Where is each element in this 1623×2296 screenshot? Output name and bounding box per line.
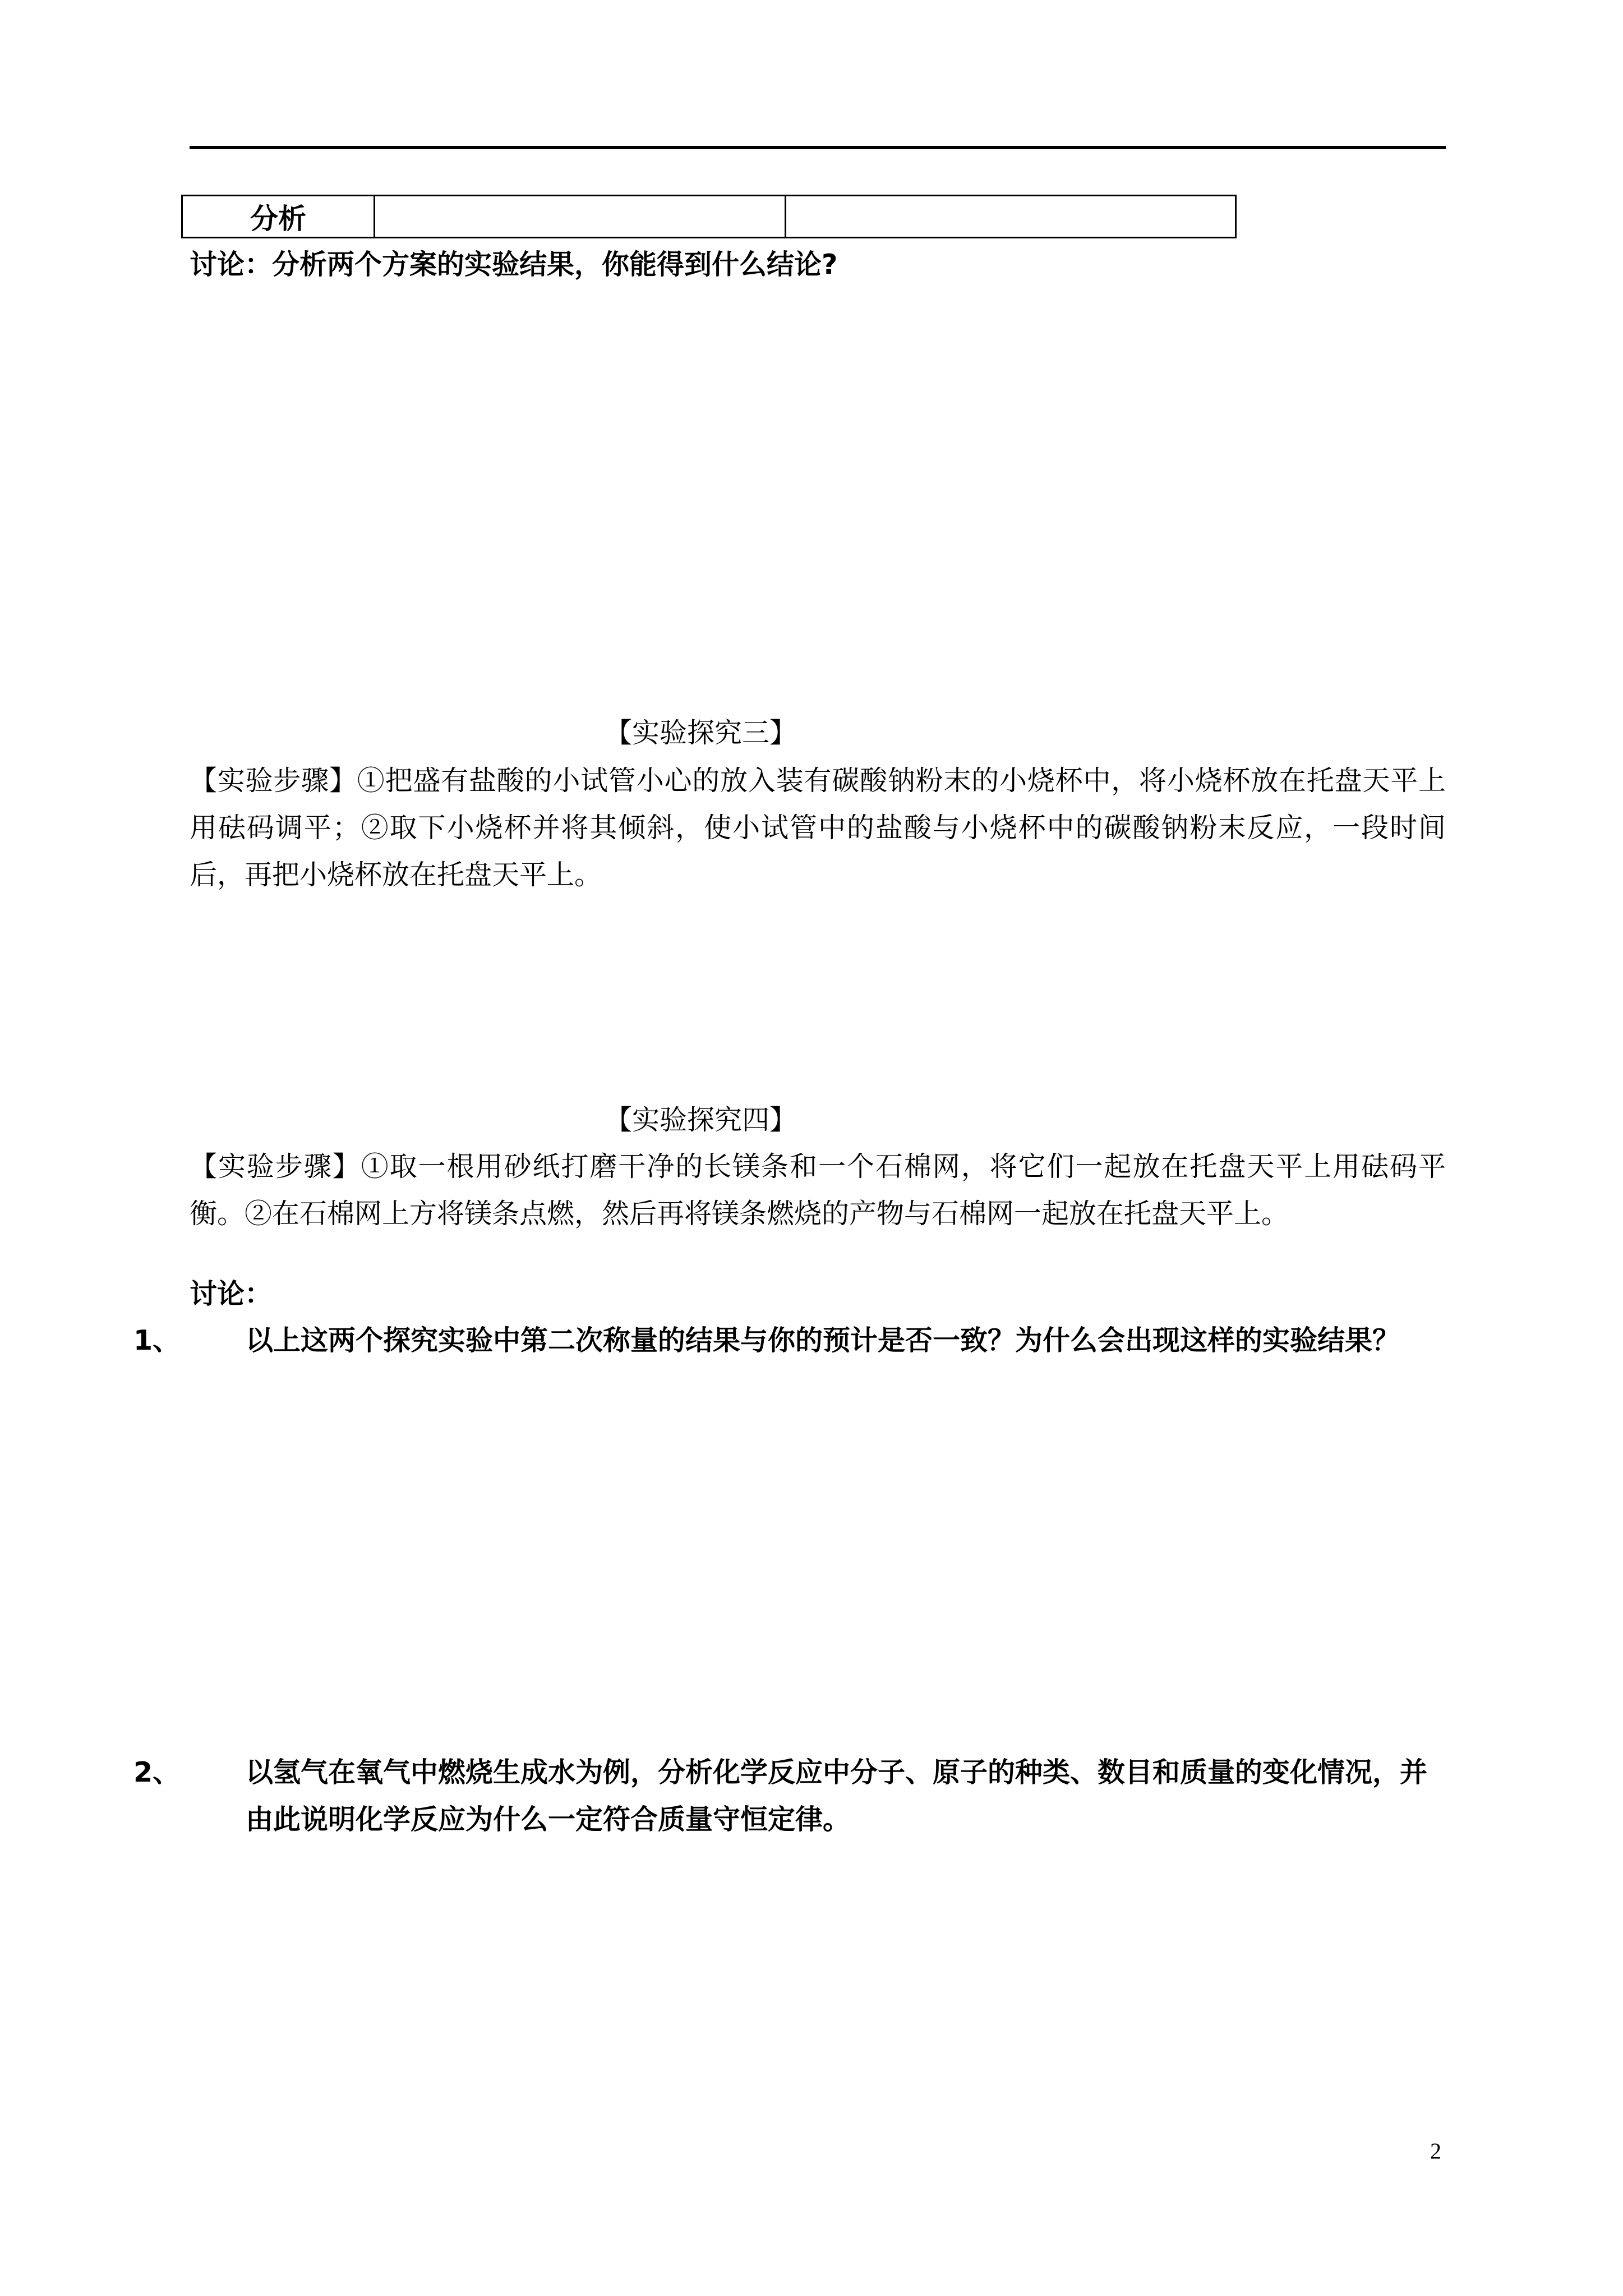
header-rule [190, 146, 1446, 149]
discussion-label: 讨论： [190, 1278, 273, 1310]
table-cell [375, 196, 786, 238]
discussion-prompt: 讨论：分析两个方案的实验结果，你能得到什么结论? [190, 249, 838, 280]
question-2 [133, 1749, 1446, 1843]
table-cell [786, 196, 1236, 238]
table-row-label: 分析 [182, 196, 375, 238]
question-text: 以上这两个探究实验中第二次称量的结果与你的预计是否一致？为什么会出现这样的实验结果？ [246, 1324, 1400, 1356]
experiment-3-steps: 【实验步骤】①把盛有盐酸的小试管小心的放入装有碳酸钠粉末的小烧杯中，将小烧杯放在托盘天平上用砝码调平；②取下小烧杯并将其倾斜，使小试管中的盐酸与小烧杯中的碳酸钠粉末反应，一段时间后，再把小烧杯放在托盘天平上。 [190, 765, 1446, 891]
question-text: 以氢气在氧气中燃烧生成水为例，分析化学反应中分子、原子的种类、数目和质量的变化情况，并由此说明化学反应为什么一定符合质量守恒定律。 [246, 1756, 1428, 1835]
question-number: 1、 [133, 1324, 181, 1356]
experiment-4-title: 【实验探究四】 [605, 1104, 797, 1136]
question-1 [133, 1317, 1446, 1364]
experiment-3-title: 【实验探究三】 [605, 717, 797, 749]
experiment-4-steps: 【实验步骤】①取一根用砂纸打磨干净的长镁条和一个石棉网，将它们一起放在托盘天平上用砝码平衡。②在石棉网上方将镁条点燃，然后再将镁条燃烧的产物与石棉网一起放在托盘天平上。 [190, 1151, 1446, 1230]
analysis-table [181, 195, 1237, 238]
page-number: 2 [1430, 2138, 1441, 2164]
question-number: 2、 [133, 1756, 181, 1788]
table-row [182, 196, 1236, 238]
